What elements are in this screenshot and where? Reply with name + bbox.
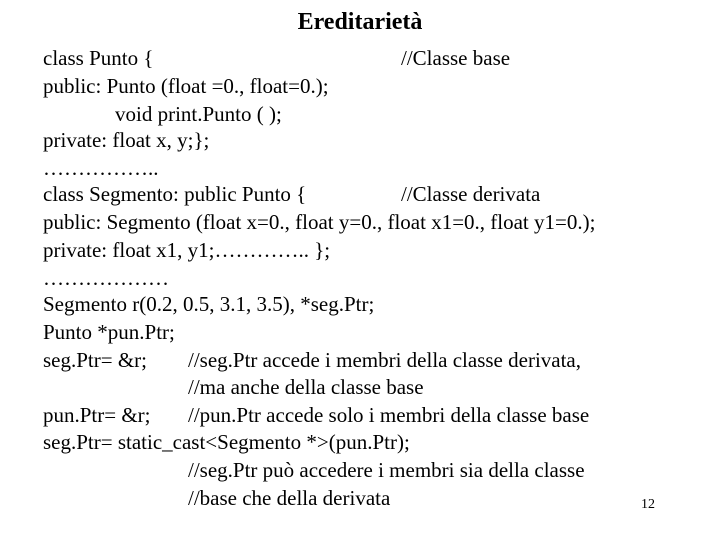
code-line: Punto *pun.Ptr; <box>43 320 175 344</box>
code-comment: //pun.Ptr accede solo i membri della classe base <box>188 403 590 427</box>
code-line: class Punto { <box>43 46 154 70</box>
code-line: seg.Ptr= static_cast<Segmento *>(pun.Ptr); <box>43 430 410 454</box>
code-comment: //Classe base <box>401 46 511 70</box>
code-line: seg.Ptr= &r; <box>43 348 148 372</box>
ellipsis-line: …………….. <box>43 156 159 180</box>
code-line: public: Segmento (float x=0., float y=0., float x1=0., float y1=0.); <box>43 210 596 234</box>
code-line: private: float x1, y1;………….. }; <box>43 238 331 262</box>
code-line: Segmento r(0.2, 0.5, 3.1, 3.5), *seg.Ptr; <box>43 292 375 316</box>
code-comment: //seg.Ptr accede i membri della classe derivata, <box>188 348 582 372</box>
code-line: class Segmento: public Punto { <box>43 182 307 206</box>
code-comment: //seg.Ptr può accedere i membri sia della classe <box>188 458 585 482</box>
code-line: public: Punto (float =0., float=0.); <box>43 74 329 98</box>
code-line: private: float x, y;}; <box>43 128 210 152</box>
code-comment: //Classe derivata <box>401 182 541 206</box>
ellipsis-line: ……………… <box>43 266 169 290</box>
code-line: pun.Ptr= &r; <box>43 403 151 427</box>
code-line: void print.Punto ( ); <box>115 102 282 126</box>
code-comment: //base che della derivata <box>188 486 391 510</box>
page-number: 12 <box>641 497 655 512</box>
code-comment: //ma anche della classe base <box>188 375 424 399</box>
slide-title: Ereditarietà <box>297 9 423 35</box>
